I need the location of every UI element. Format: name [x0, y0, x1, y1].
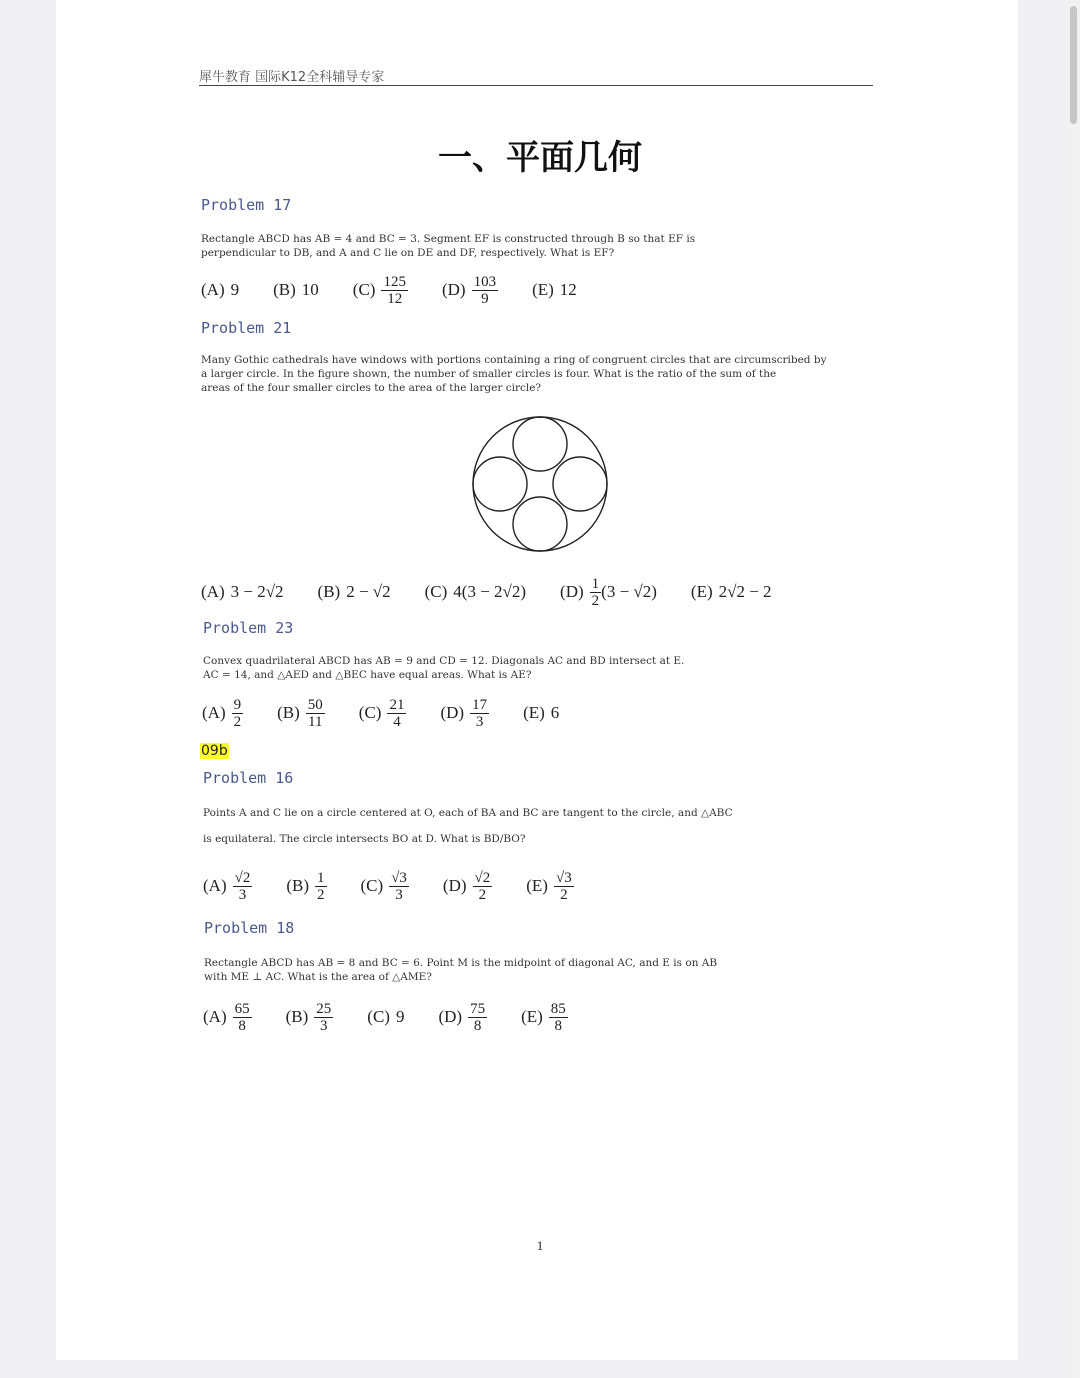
choice-letter: (D)	[441, 280, 466, 299]
choice-c	[359, 697, 407, 730]
problem-title: Problem 16	[203, 769, 294, 787]
fraction	[549, 1001, 568, 1034]
fraction	[590, 576, 602, 609]
choice-a	[201, 582, 284, 602]
numerator: 21	[389, 696, 405, 713]
choice-letter: (D)	[438, 1007, 463, 1026]
fraction	[314, 1001, 333, 1034]
problem-text	[201, 232, 861, 260]
choice-value: 2√2 − 2	[718, 582, 772, 601]
choice-b	[286, 870, 326, 903]
choice-d	[438, 1001, 487, 1034]
problem-line: Points A and C lie on a circle centered at O, each of BA and BC are tangent to the circle, and △ABC	[203, 807, 733, 819]
vertical-scrollbar[interactable]	[1066, 0, 1080, 1378]
fraction	[472, 274, 499, 307]
numerator: 50	[307, 696, 323, 713]
choice-letter: (B)	[317, 582, 341, 601]
choice-b	[277, 697, 325, 730]
choice-value: 6	[550, 703, 560, 722]
problem-line: perpendicular to DB, and A and C lie on DE and DF, respectively. What is EF?	[201, 247, 615, 259]
choice-a	[201, 280, 239, 300]
problem-line: Convex quadrilateral ABCD has AB = 9 and CD = 12. Diagonals AC and BD intersect at E.	[203, 655, 685, 667]
section-label: 09b	[201, 743, 228, 759]
choice-b	[273, 280, 319, 300]
choice-letter: (A)	[202, 703, 226, 722]
fraction	[306, 697, 325, 730]
denominator: 2	[233, 713, 242, 730]
answer-choices	[203, 866, 608, 906]
choice-letter: (A)	[203, 876, 227, 895]
fraction	[233, 870, 253, 903]
problem-line: Rectangle ABCD has AB = 4 and BC = 3. Segment EF is constructed through B so that EF is	[201, 233, 696, 245]
choice-letter: (B)	[285, 1007, 309, 1026]
choice-value: 10	[301, 280, 319, 299]
fraction	[389, 870, 409, 903]
numerator: 75	[470, 1000, 486, 1017]
page-header: 犀牛教育 国际K12全科辅导专家	[199, 70, 385, 85]
denominator: 8	[554, 1017, 563, 1034]
fraction	[554, 870, 574, 903]
choice-letter: (C)	[367, 1007, 390, 1026]
problem-line: AC = 14, and △AED and △BEC have equal areas. What is AE?	[203, 669, 532, 681]
choice-letter: (A)	[201, 280, 225, 299]
problem-title: Problem 23	[203, 619, 294, 637]
choice-d	[440, 697, 489, 730]
denominator: 12	[387, 290, 403, 307]
fraction	[381, 274, 408, 307]
denominator: 2	[478, 886, 487, 903]
fraction	[233, 1001, 252, 1034]
choice-letter: (E)	[523, 703, 545, 722]
denominator: 8	[238, 1017, 246, 1034]
fraction	[315, 870, 327, 903]
choice-letter: (C)	[424, 582, 448, 601]
numerator: 17	[472, 696, 488, 713]
numerator: 65	[234, 1000, 250, 1017]
choice-letter: (B)	[273, 280, 296, 299]
problem-text	[203, 806, 863, 846]
choice-letter: (E)	[532, 280, 554, 299]
problem-text	[203, 654, 863, 682]
choice-b	[286, 1001, 334, 1034]
choice-letter: (E)	[526, 876, 548, 895]
numerator: 1	[317, 869, 325, 886]
fraction	[387, 697, 406, 730]
denominator: 3	[320, 1017, 328, 1034]
denominator: 9	[481, 290, 489, 307]
denominator: 2	[317, 886, 325, 903]
problem-line: Rectangle ABCD has AB = 8 and BC = 6. Point M is the midpoint of diagonal AC, and E is on AB	[204, 957, 718, 969]
problem-line: Many Gothic cathedrals have windows with portions containing a ring of congruent circles that are circumscribed by	[201, 354, 827, 366]
inner-circle-right	[553, 457, 607, 511]
numerator: 1	[591, 575, 600, 592]
inner-circle-top	[513, 417, 567, 471]
choice-letter: (E)	[690, 582, 713, 601]
choice-a	[203, 1001, 252, 1034]
choice-c	[367, 1007, 404, 1027]
numerator: √3	[555, 869, 572, 886]
choice-value: 12	[559, 280, 577, 299]
choice-value: 4(3 − 2√2)	[453, 582, 527, 601]
scrollbar-thumb[interactable]	[1070, 6, 1077, 124]
denominator: 11	[308, 713, 323, 730]
numerator: 103	[473, 273, 497, 290]
outer-circle	[473, 417, 607, 551]
answer-choices	[201, 272, 611, 308]
choice-e	[526, 870, 573, 903]
fraction	[468, 1001, 487, 1034]
denominator: 3	[238, 886, 247, 903]
numerator: 125	[383, 273, 406, 290]
choice-d	[443, 870, 492, 903]
header-divider	[199, 85, 873, 86]
fraction	[232, 697, 244, 730]
choice-b	[318, 582, 391, 602]
choice-letter: (C)	[352, 280, 376, 299]
choice-e	[532, 280, 577, 300]
page-title: 一、平面几何	[438, 138, 642, 178]
denominator: 3	[395, 886, 403, 903]
choice-e	[523, 703, 559, 723]
denominator: 3	[475, 713, 484, 730]
problem-line: areas of the four smaller circles to the area of the larger circle?	[201, 382, 542, 394]
choice-value: 9	[230, 280, 240, 299]
problem-text	[204, 956, 864, 984]
denominator: 8	[473, 1017, 482, 1034]
choice-value: (3 − √2)	[601, 582, 657, 601]
answer-choices	[203, 997, 602, 1037]
numerator: 25	[316, 1000, 332, 1017]
choice-value: 3 − 2√2	[230, 582, 284, 601]
choice-letter: (B)	[286, 876, 310, 895]
numerator: √2	[234, 869, 251, 886]
choice-letter: (B)	[277, 703, 300, 722]
numerator: √3	[391, 869, 407, 886]
numerator: √2	[474, 869, 491, 886]
problem-line: is equilateral. The circle intersects BO at D. What is BD/BO?	[203, 833, 526, 845]
choice-letter: (D)	[442, 876, 467, 895]
problem-title: Problem 21	[201, 319, 292, 337]
choice-letter: (A)	[203, 1007, 227, 1026]
choice-e	[691, 582, 772, 602]
choice-a	[203, 870, 252, 903]
denominator: 4	[393, 713, 401, 730]
choice-letter: (C)	[358, 703, 382, 722]
inner-circle-left	[473, 457, 527, 511]
problem-text	[201, 353, 871, 395]
problem-title: Problem 17	[201, 196, 292, 214]
choice-letter: (D)	[440, 703, 465, 722]
inner-circle-bottom	[513, 497, 567, 551]
answer-choices	[202, 695, 593, 731]
choice-c	[425, 582, 526, 602]
choice-letter: (C)	[360, 876, 384, 895]
denominator: 2	[591, 592, 600, 609]
circles-figure	[470, 414, 610, 554]
choice-letter: (D)	[560, 582, 584, 601]
fraction	[473, 870, 493, 903]
choice-c	[361, 870, 409, 903]
problem-line: a larger circle. In the figure shown, the number of smaller circles is four. What is the ratio of the sum of the	[201, 368, 777, 380]
choice-d	[560, 576, 657, 609]
choice-d	[442, 274, 498, 307]
answer-choices	[201, 574, 806, 610]
page-number: 1	[536, 1238, 544, 1253]
problem-line: with ME ⊥ AC. What is the area of △AME?	[204, 971, 432, 983]
denominator: 2	[560, 886, 568, 903]
numerator: 9	[233, 696, 242, 713]
choice-value: 2 − √2	[346, 582, 391, 601]
choice-e	[521, 1001, 568, 1034]
choice-value: 9	[395, 1007, 405, 1026]
choice-a	[202, 697, 243, 730]
choice-c	[353, 274, 408, 307]
numerator: 85	[550, 1000, 566, 1017]
fraction	[470, 697, 489, 730]
choice-letter: (A)	[201, 582, 225, 601]
problem-title: Problem 18	[204, 919, 295, 937]
choice-letter: (E)	[521, 1007, 543, 1026]
